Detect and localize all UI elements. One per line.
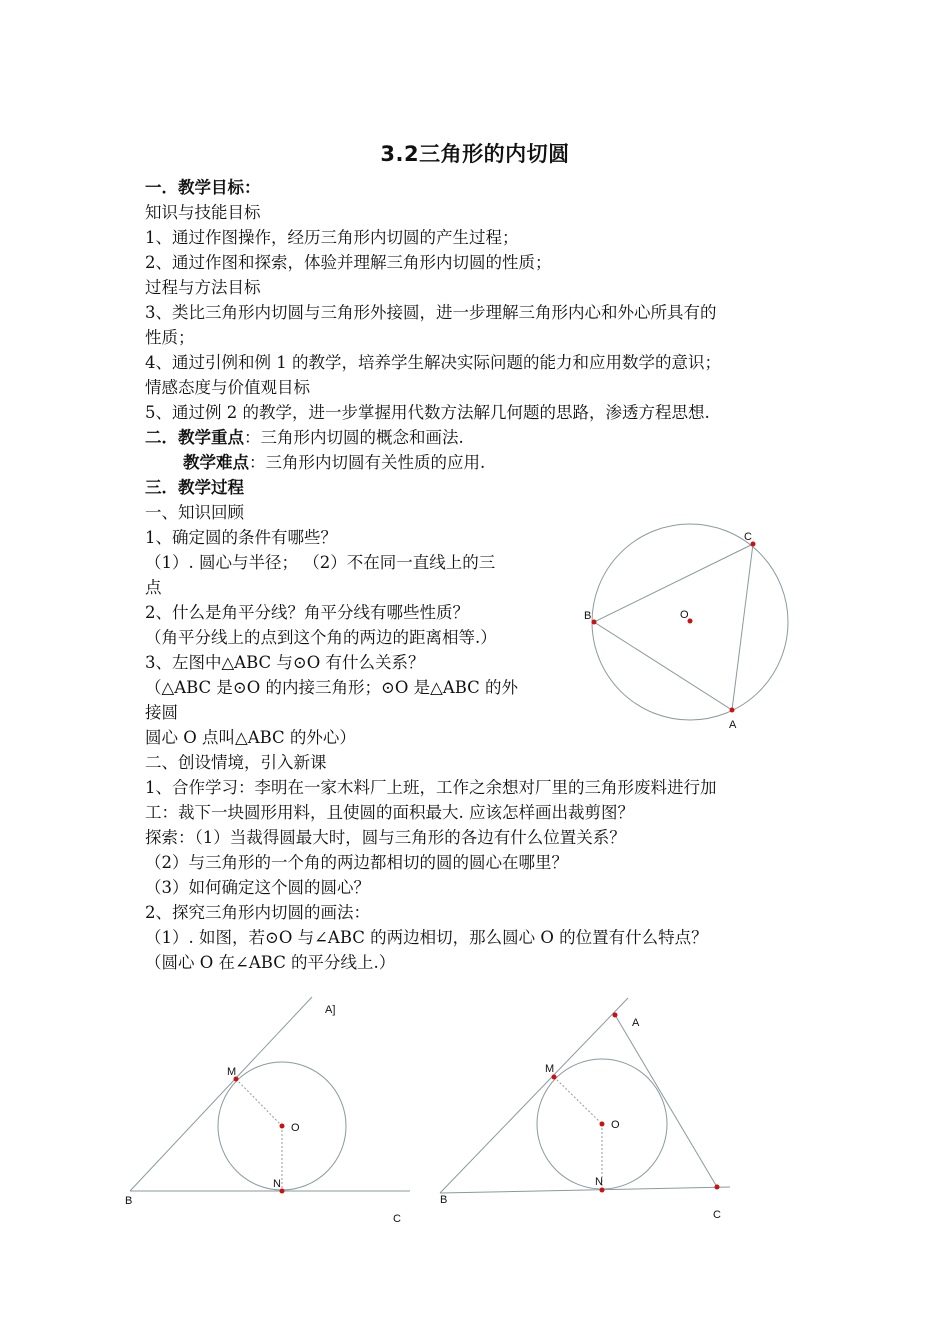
- method-answer: （圆心 O 在∠ABC 的平分线上.）: [145, 953, 396, 972]
- key-point-heading: 二．教学重点: [145, 428, 244, 447]
- answer-1-line1: （1）. 圆心与半径； （2）不在同一直线上的三: [145, 553, 496, 572]
- part-1-heading: 一、知识回顾: [145, 503, 244, 522]
- method-heading: 2、探究三角形内切圆的画法：: [145, 903, 370, 922]
- label-c: C: [713, 1209, 721, 1221]
- part-2-heading: 二、创设情境，引入新课: [145, 753, 327, 772]
- label-a: A: [632, 1017, 640, 1029]
- radius-om: [236, 1079, 282, 1126]
- section-1-heading: 一．教学目标：: [145, 178, 261, 197]
- subheading-attitude: 情感态度与价值观目标: [145, 378, 310, 397]
- point-c: [715, 1185, 720, 1190]
- cooperative-line2: 工：裁下一块圆形用料，且使圆的面积最大. 应该怎样画出裁剪图？: [145, 803, 634, 822]
- goal-1: 1、通过作图操作，经历三角形内切圆的产生过程；: [145, 228, 519, 247]
- key-point-line: [145, 426, 464, 450]
- difficulty-heading: 教学难点: [183, 453, 249, 472]
- section-3-heading: 三．教学过程: [145, 478, 244, 497]
- question-1: 1、确定圆的条件有哪些？: [145, 528, 337, 547]
- answer-3-line3: 圆心 O 点叫△ABC 的外心）: [145, 728, 356, 747]
- subheading-knowledge: 知识与技能目标: [145, 203, 261, 222]
- point-n: [600, 1188, 605, 1193]
- ray-ba: [130, 997, 312, 1191]
- label-b: B: [440, 1194, 448, 1206]
- line-ba: [440, 998, 628, 1193]
- answer-2: （角平分线上的点到这个角的两边的距离相等.）: [145, 628, 497, 647]
- answer-3-line1: （△ABC 是⊙O 的内接三角形；⊙O 是△ABC 的外: [145, 678, 519, 697]
- point-m: [552, 1075, 557, 1080]
- subheading-process: 过程与方法目标: [145, 278, 261, 297]
- label-b: B: [125, 1195, 133, 1207]
- method-question: （1）. 如图，若⊙O 与∠ABC 的两边相切，那么圆心 O 的位置有什么特点？: [145, 928, 708, 947]
- label-a: A: [729, 719, 737, 731]
- incircle-figure: [430, 990, 750, 1230]
- label-m: M: [227, 1066, 237, 1078]
- label-o: O: [291, 1122, 300, 1134]
- goal-5: 5、通过例 2 的教学，进一步掌握用代数方法解几何题的思路，渗透方程思想.: [145, 403, 710, 422]
- label-b: B: [584, 610, 592, 622]
- answer-3-line2: 接圆: [145, 703, 178, 722]
- explore-3: （3）如何确定这个圆的圆心？: [145, 878, 370, 897]
- line-bc: [440, 1187, 730, 1193]
- goal-4: 4、通过引例和例 1 的教学，培养学生解决实际问题的能力和应用数学的意识；: [145, 353, 721, 372]
- goal-3-line2: 性质；: [145, 328, 195, 347]
- label-o: O: [611, 1119, 620, 1131]
- explore-1: 探索：（1）当裁得圆最大时，圆与三角形的各边有什么位置关系？: [145, 828, 626, 847]
- point-a: [730, 708, 735, 713]
- point-b: [592, 620, 597, 625]
- triangle-abc: [594, 544, 753, 710]
- label-c: C: [393, 1213, 401, 1225]
- label-n: N: [595, 1176, 603, 1188]
- goal-3-line1: 3、类比三角形内切圆与三角形外接圆，进一步理解三角形内心和外心所具有的: [145, 303, 717, 322]
- page-title: 3.2三角形的内切圆: [380, 142, 570, 166]
- label-a: A]: [325, 1004, 336, 1016]
- tangent-angle-figure: [115, 995, 425, 1230]
- difficulty-text: ：三角形内切圆有关性质的应用.: [249, 453, 486, 472]
- radius-om: [554, 1077, 602, 1124]
- label-c: C: [744, 531, 752, 543]
- point-o: [280, 1124, 285, 1129]
- cooperative-line1: 1、合作学习：李明在一家木料厂上班，工作之余想对厂里的三角形废料进行加: [145, 778, 717, 797]
- difficulty-line: [183, 451, 485, 475]
- answer-1-line2: 点: [145, 578, 162, 597]
- question-3: 3、左图中△ABC 与⊙O 有什么关系？: [145, 653, 425, 672]
- key-point-text: ：三角形内切圆的概念和画法.: [244, 428, 464, 447]
- line-ac: [615, 1015, 717, 1187]
- question-2: 2、什么是角平分线？角平分线有哪些性质？: [145, 603, 469, 622]
- label-o: O: [680, 609, 689, 621]
- label-n: N: [273, 1178, 281, 1190]
- goal-2: 2、通过作图和探索，体验并理解三角形内切圆的性质；: [145, 253, 552, 272]
- circumcircle-figure: [570, 515, 800, 735]
- label-m: M: [545, 1063, 555, 1075]
- point-a: [613, 1013, 618, 1018]
- explore-2: （2）与三角形的一个角的两边都相切的圆的圆心在哪里？: [145, 853, 568, 872]
- point-o: [600, 1122, 605, 1127]
